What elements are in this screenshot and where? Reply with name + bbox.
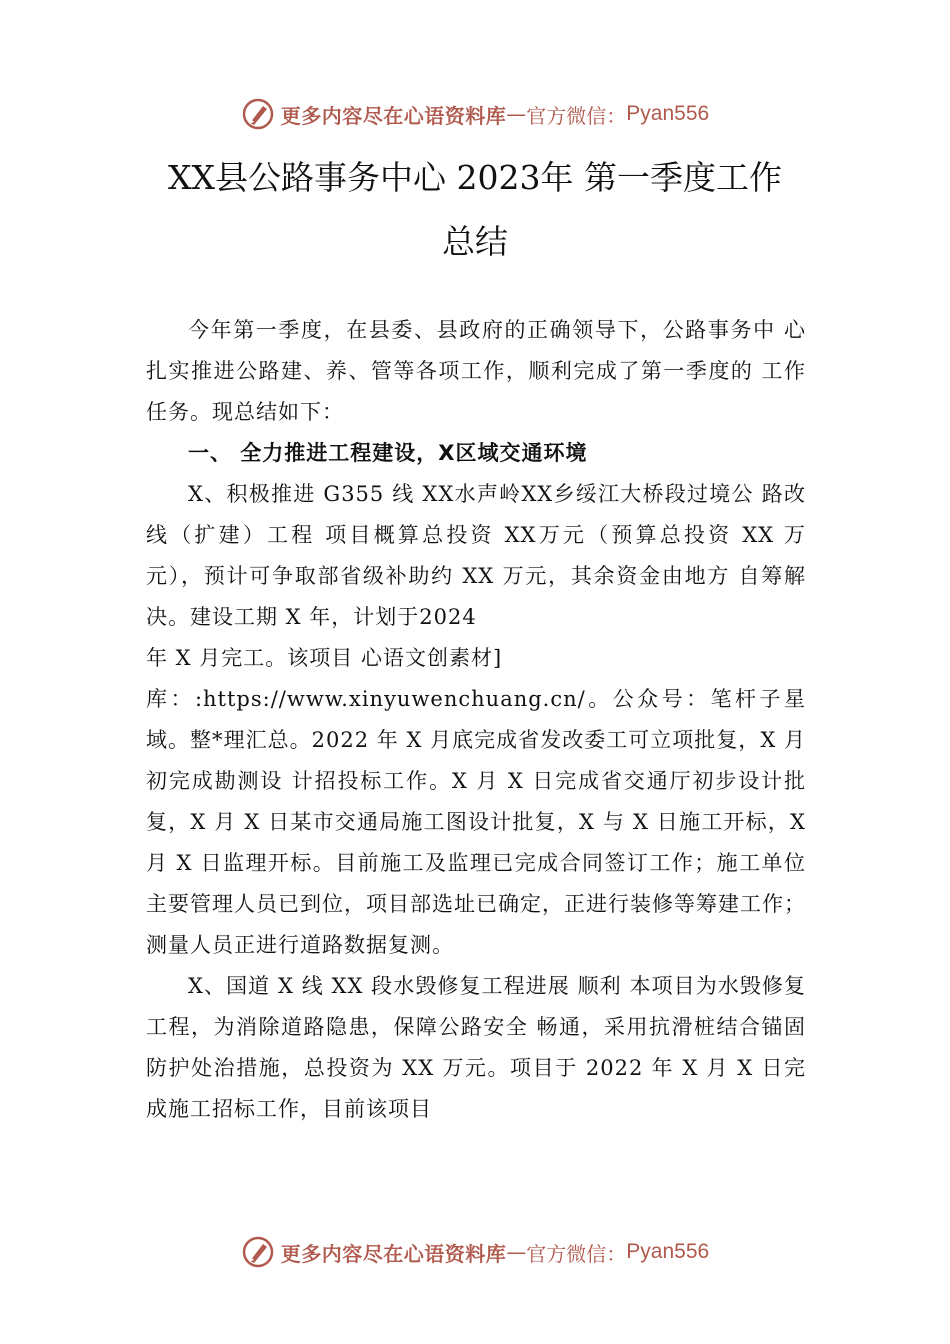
document-title-line2: 总结 (442, 222, 508, 261)
watermark-banner-top (0, 92, 950, 136)
paragraph-project-1: X、积极推进 G355 线 XX水声岭XX乡绥江大桥段过境公 路改线（扩建）工程 项目概算总投资 XX万元（预算总投资 XX 万 元），预计可争取部省级补助约 XX 万元，其余资金由地方 自筹解决。建设工期 X 年，计划于2024 (146, 482, 806, 629)
intro-paragraph: 今年第一季度，在县委、县政府的正确领导下，公路事务中 心扎实推进公路建、养、管等各项工作，顺利完成了第一季度的 工作任务。现总结如下： (146, 318, 806, 424)
watermark-text: 更多内容尽在心语资料库 (280, 1241, 507, 1266)
watermark-wechat-id: Pyan556 (626, 102, 710, 125)
paragraph-project-1-continued: 年 X 月完工。该项目 心语文创素材] (146, 646, 503, 670)
watermark-wechat-label: 官方微信： (526, 103, 627, 128)
pen-nib-logo-icon (241, 97, 275, 131)
paragraph-project-1-details: 库：:https://www.xinyuwenchuang.cn/。公众号：笔杆子星域。整*理汇总。2022 年 X 月底完成省发改委工可立项批复，X 月初完成勘测设 计招投标工作。X 月 X 日完成省交通厅初步设计批复，X 月 X 日某市交通局施工图设计批复，X 与 X 日施工开标，X 月 X 日监理开标。目前施工及监理已完成合同签订工作；施工单位主要管理人员已到位，项目部选址已确定，正进行装修等筹建工作；测量人员正进行道路数据复测。 (146, 687, 806, 957)
watermark-banner-bottom (0, 1230, 950, 1274)
document-body (146, 310, 806, 1130)
section-heading-1: 一、 全力推进工程建设，X区域交通环境 (188, 441, 588, 465)
paragraph-project-2: X、国道 X 线 XX 段水毁修复工程进展 顺利 本项目为水毁修复工程，为消除道路隐患，保障公路安全 畅通，采用抗滑桩结合锚固防护处治措施，总投资为 XX 万元。项目于 2022 年 X 月 X 日完成施工招标工作，目前该项目 (146, 974, 806, 1121)
pen-nib-logo-icon (241, 1235, 275, 1269)
watermark-separator: — (506, 102, 527, 126)
watermark-text: 更多内容尽在心语资料库 (280, 103, 507, 128)
watermark-wechat-id: Pyan556 (626, 1240, 710, 1263)
watermark-wechat-label: 官方微信： (526, 1241, 627, 1266)
document-title-line1: XX县公路事务中心 2023年 第一季度工作 (168, 158, 782, 197)
watermark-separator: — (506, 1240, 527, 1264)
